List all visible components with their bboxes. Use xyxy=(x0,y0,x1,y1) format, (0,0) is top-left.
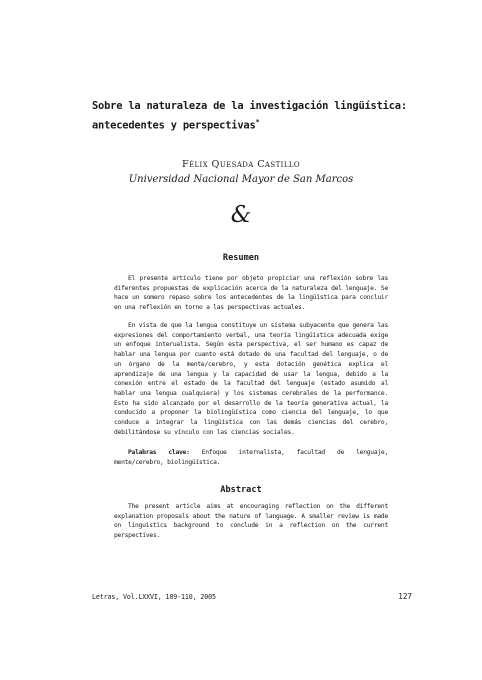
keywords xyxy=(114,448,388,467)
article-title xyxy=(92,98,412,133)
page-number: 127 xyxy=(398,592,412,601)
resumen-paragraph-2: En vista de que la lengua constituye un sistema subyacente que genera las expresiones del comportamiento verbal, una teoría lingüística adecuada exige un enfoque interualista. Según esta perspectiva, el ser humano es capaz de hablar una lengua por cuanto está dotado de una facultad del lenguaje, o de un órgano de la mente/cerebro, y esta dotación genética explica el aprendizaje de una lengua y la capacidad de usar la lengua, debido a la conexión entre el estado de la facultad del lenguaje (estado asumido al hablar una lengua cualquiera) y los sistemas cerebrales de la performance. Esto ha sido alcanzado por el desarrollo de la teoría generativa actual, la conducido a proponer la biolingüística como ciencia del lenguaje, lo que conduce a integrar la lingüística con las demás ciencias del cerebro, debilitándose su vínculo con las ciencias sociales. xyxy=(114,322,388,436)
abstract-heading: Abstract xyxy=(220,485,262,495)
author-affiliation: Universidad Nacional Mayor de San Marcos xyxy=(128,174,354,185)
ampersand-ornament: & xyxy=(230,202,252,228)
keywords-text: Enfoque internalista, facultad de lenguaje, mente/cerebro, biolingüística. xyxy=(114,449,389,466)
resumen-paragraph-1: El presente artículo tiene por objeto propiciar una reflexión sobre las diferentes propuestas de explicación acerca de la naturaleza del lenguaje. Se hace un somero repaso sobre los antecedentes de la lingüística para concluir en una reflexión en torno a las perspectivas actuales. xyxy=(114,275,388,312)
title-footnote-mark: * xyxy=(255,118,260,126)
abstract-paragraph: The present article aims at encouraging reflection on the different explanation proposals about the nature of language. A smaller review is made on linguistics background to conclude in a reflection on the current perspectives. xyxy=(114,503,388,540)
title-text: Sobre la naturaleza de la investigación lingüística: antecedentes y perspectivas xyxy=(92,100,407,132)
keywords-label: Palabras clave: xyxy=(128,449,190,456)
author-name: Félix Quesada Castillo xyxy=(181,159,301,170)
resumen-heading: Resumen xyxy=(222,253,260,263)
journal-citation: Letras, Vol.LXXVI, 109-110, 2005 xyxy=(92,593,216,601)
